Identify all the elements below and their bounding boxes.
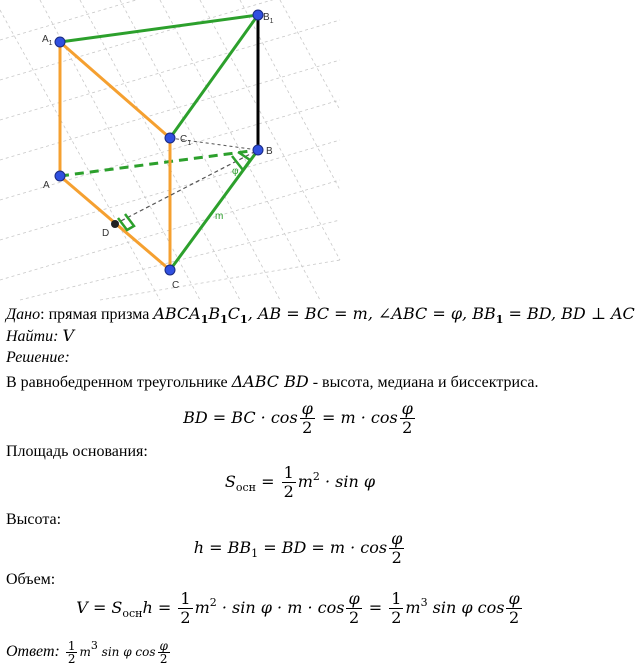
prism-figure [0,0,600,300]
point-B [253,145,263,155]
volume-heading: Объем: [6,571,56,588]
label-m: m [215,211,224,222]
label-B: B [266,146,273,157]
base-area-heading: Площадь основания: [6,443,148,460]
find-line: Найти: V [6,326,74,345]
point-A1 [55,37,65,47]
formula-bd: BD = BC · cos $\frac{\varphi}{2}$ = m · cos $\frac{\varphi}{2}$ [183,399,413,437]
solution-intro: В равнобедренном треугольнике ΔABC BD - высота, медиана и биссектриса. [6,372,539,391]
find-label: Найти [6,328,54,345]
given-line [6,304,635,330]
point-A [55,171,65,181]
edge-A1B1 [60,15,258,42]
formula-volume: $V = S_{осн}h$ = $\frac{1}{2}$ $m^2 \cdot \sin \varphi \cdot m \cdot \cos$ $\frac{\varphi}{2}$ = $\frac{1}{2}$ $m^3$ sin φ cos $\frac{\varphi}{2}$ [76,589,520,627]
edge-A1C1 [60,42,170,138]
label-phi: φ [232,166,239,177]
solution-heading: Решение: [6,349,70,366]
label-D: D [102,228,110,239]
answer-label: Ответ [6,643,55,660]
label-B1: $B_1$ [263,12,274,25]
orange-edges [60,42,170,270]
formula-height: $h = BB_1$ = BD = m · cos $\frac{\varphi}{2}$ [193,529,403,567]
given-math: $ABCA_1B_1C_1$, AB = BC = m, ∠ABC = φ, $BB_1$ = BD, BD ⊥ AC [153,304,635,326]
label-C1: $C_1$ [180,134,192,147]
edge-B1C1 [170,15,258,138]
label-A1: $A_1$ [42,34,53,47]
triangle-bd: ΔABC BD [231,372,309,391]
height-heading: Высота: [6,511,62,528]
point-B1 [253,10,263,20]
find-value: V [62,326,74,345]
point-C [165,265,175,275]
answer-formula: $\frac{1}{2}$ m3 sin φ cos $\frac{\varphi}{2}$ [67,639,168,666]
label-C: C [172,280,180,291]
label-A: A [43,180,50,191]
point-C1 [165,133,175,143]
point-D [111,220,119,228]
given-label: Дано [6,306,41,323]
given-text: : прямая призма [40,306,154,323]
answer-line: Ответ: $\frac{1}{2}$ m3 sin φ cos $\frac{\varphi}{2}$ [6,636,172,665]
formula-base-area: $S_{осн}$ = $\frac{1}{2}$ $m^2 \cdot \sin \varphi$ [224,463,376,501]
edge-AB-dashed [60,150,258,176]
